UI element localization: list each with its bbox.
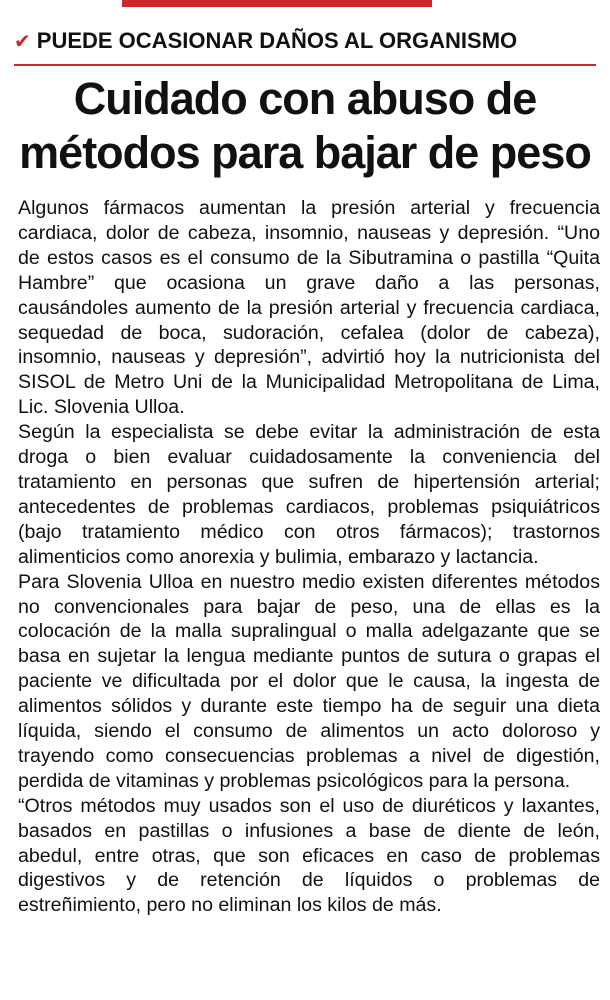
article-paragraph: Algunos fármacos aumentan la presión arterial y frecuencia cardiaca, dolor de cabeza, insomnio, nauseas y depresión. “Uno de estos casos es el consumo de la Sibutramina o pastilla “Quita Hambre” que ocasiona un grave daño a las personas, causándoles aumento de la presión arterial y frecuencia cardiaca, sequedad de boca, sudoración, cefalea (dolor de cabeza), insomnio, nauseas y depresión”, advirtió hoy la nutricionista del SISOL de Metro Uni de la Municipalidad Metropolitana de Lima, Lic. Slovenia Ulloa. xyxy=(18,197,600,419)
article-paragraph: Para Slovenia Ulloa en nuestro medio existen diferentes métodos no convencionales para bajar de peso, una de ellas es la colocación de la malla supralingual o malla adelgazante que se basa en sujetar la lengua mediante puntos de sutura o grapas el paciente ve dificultada por el dolor que le causa, la ingesta de alimentos sólidos y durante este tiempo ha de seguir una dieta líquida, siendo el consumo de alimentos un acto doloroso y trayendo como consecuencias problemas a nivel de digestión, perdida de vitaminas y problemas psicológicos para la persona. xyxy=(18,570,600,792)
headline xyxy=(0,72,610,180)
top-accent-rule xyxy=(122,0,432,7)
article-body xyxy=(18,196,600,918)
check-icon: ✔ xyxy=(14,31,31,53)
article-paragraph: “Otros métodos muy usados son el uso de diuréticos y laxantes, basados en pastillas o infusiones a base de diente de león, abedul, entre otras, que son eficaces en caso de problemas digestivos y de retención de líquidos o problemas de estreñimiento, pero no eliminan los kilos de más. xyxy=(18,794,600,917)
article-paragraph: Según la especialista se debe evitar la administración de esta droga o bien evaluar cuidadosamente la conveniencia del tratamiento en personas que sufren de hipertensión arterial; antecedentes de problemas cardiacos, problemas psiquiátricos (bajo tratamiento médico con otros fármacos); trastornos alimenticios como anorexia y bulimia, embarazo y lactancia. xyxy=(18,421,600,568)
headline-line-2: métodos para bajar de peso xyxy=(19,127,591,178)
kicker xyxy=(14,27,594,55)
kicker-divider xyxy=(14,64,596,66)
headline-line-1: Cuidado con abuso de xyxy=(73,73,537,124)
kicker-text: PUEDE OCASIONAR DAÑOS AL ORGANISMO xyxy=(36,28,518,53)
